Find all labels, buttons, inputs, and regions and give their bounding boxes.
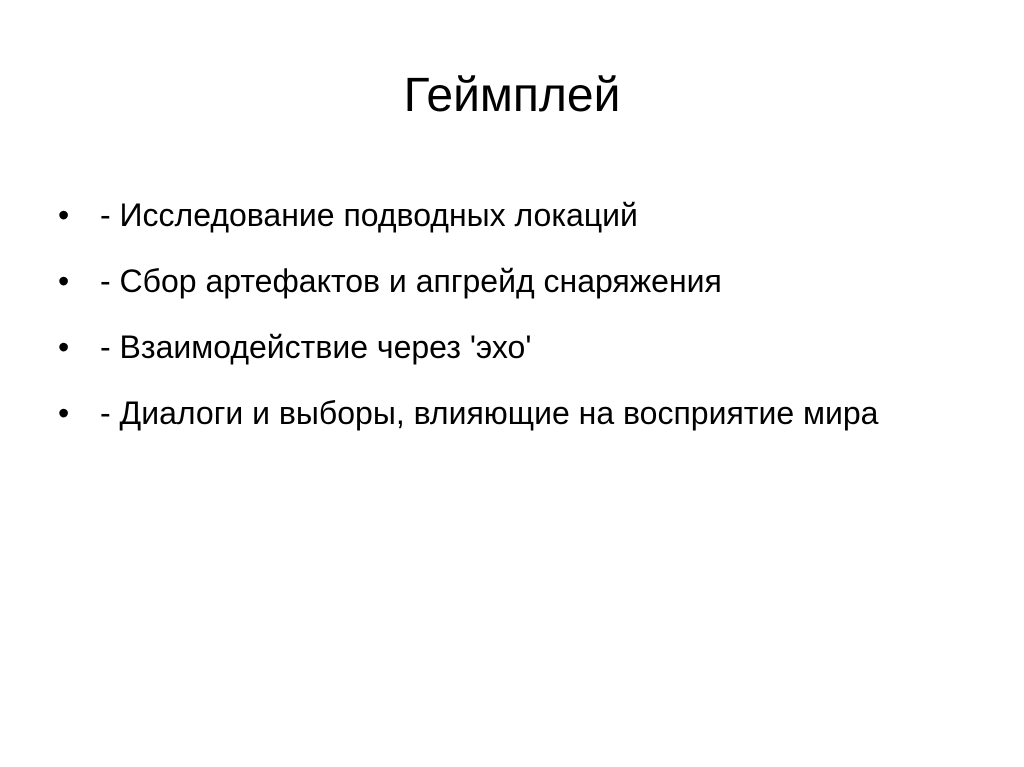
bullet-item xyxy=(58,190,958,240)
bullet-text: - Исследование подводных локаций xyxy=(100,197,638,233)
bullet-icon: • xyxy=(58,197,70,233)
bullet-item xyxy=(58,388,958,438)
bullet-icon: • xyxy=(58,395,70,431)
bullet-icon: • xyxy=(58,329,70,365)
bullet-icon: • xyxy=(58,263,70,299)
bullet-list xyxy=(58,190,958,454)
bullet-text: - Диалоги и выборы, влияющие на восприятие мира xyxy=(100,395,879,431)
bullet-text: - Сбор артефактов и апгрейд снаряжения xyxy=(100,263,722,299)
bullet-item xyxy=(58,322,958,372)
bullet-text: - Взаимодействие через 'эхо' xyxy=(100,329,532,365)
slide-title: Геймплей xyxy=(403,69,621,122)
bullet-item xyxy=(58,256,958,306)
